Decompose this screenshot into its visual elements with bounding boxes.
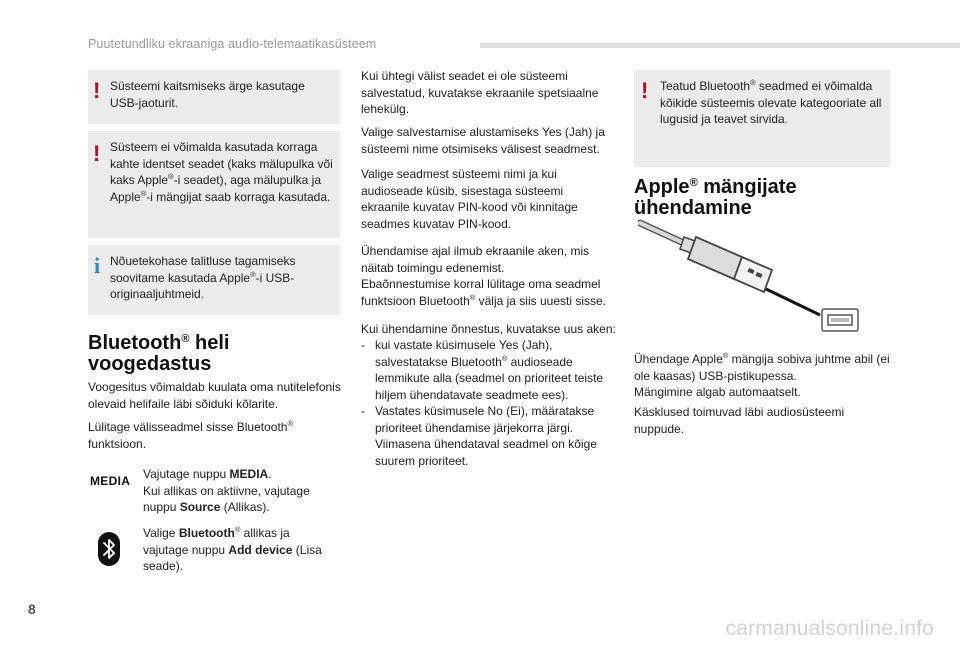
paragraph: Valige salvestamise alustamiseks Yes (Jah) ja süsteemi nime otsimiseks välisest seadmest. [361,125,605,156]
bluetooth-icon [98,532,120,566]
note-text: Nõuetekohase talitluse tagamiseks soovitame kasutada Apple®-i USB-originaaljuhtmeid. [110,254,296,301]
paragraph: Käsklused toimuvad läbi audiosüsteemi nuppude. [634,405,845,436]
paragraph: Voogesitus võimaldab kuulata oma nutitelefonis olevaid helifaile läbi sõiduki kõlarite. [88,380,341,411]
media-instruction: Vajutage nuppu MEDIA. Kui allikas on aktiivne, vajutage nuppu Source (Allikas). [143,467,310,514]
paragraph: Valige seadmest süsteemi nimi ja kui audioseade küsib, sisestaga süsteemi ekraanile kuvatav PIN-kood või kinnitage seadmes kuvatav PIN-kood. [361,167,578,231]
paragraph: Ühendage Apple® mängija sobiva juhtme abil (ei ole kaasas) USB-pistikupessa. Mängimine algab automaatselt. [634,351,890,399]
section-title-apple: Apple® mängijate ühendamine [634,176,797,219]
running-header: Puutetundliku ekraaniga audio-telemaatikasüsteem [88,37,377,51]
bluetooth-instruction: Valige Bluetooth® allikas ja vajutage nuppu Add device (Lisa seade). [143,525,322,573]
header-rule [480,43,960,48]
info-note-original-cables [88,245,340,315]
usb-cable-illustration [638,219,866,337]
paragraph: Ühendamise ajal ilmub ekraanile aken, mis näitab toimingu edenemist. Ebaõnnestumise korral lülitage oma seadmel funktsioon Bluetooth® välja ja siis uuesti sisse. [361,244,606,308]
result-list [361,337,619,469]
paragraph: Kui ühendamine õnnestus, kuvatakse uus aken: [361,322,616,336]
note-text: Süsteem ei võimalda kasutada korraga kahte identset seadet (kaks mälupulka või kaks Apple®-i seadet), aga mälupulka ja Apple®-i mängijat saab korraga kasutada. [110,140,333,204]
warning-note-identical-devices [88,131,340,238]
paragraph: Kui ühtegi välist seadet ei ole süsteemi salvestatud, kuvatakse ekraanile spetsiaalne lehekülg. [361,69,599,116]
media-button-label: MEDIA [90,474,131,488]
note-text: Süsteemi kaitsmiseks ärge kasutage USB-jaoturit. [110,79,305,110]
warning-icon: ! [93,141,101,166]
note-text: Teatud Bluetooth® seadmed ei võimalda kõikide süsteemis olevate kategooriate all lugusid ja teavet sirvida. [660,78,882,126]
warning-icon: ! [641,78,649,103]
paragraph: Lülitage välisseadmel sisse Bluetooth® funktsioon. [88,419,293,451]
info-icon: i [94,253,101,278]
list-item: - Vastates küsimusele No (Ei), määratakse prioriteet ühendamise järjekorra järgi. Viimasena ühendataval seadmel on kõige suurem prioriteet. [361,404,597,468]
warning-note-usb-hub [88,70,340,124]
warning-note-bluetooth-browsing [634,70,890,167]
page-number: 8 [28,601,36,617]
list-item: - kui vastate küsimusele Yes (Jah), salvestatakse Bluetooth® audioseade lemmikute alla (seadmel on prioriteet teiste hiljem ühendatavate seadmete ees). [361,338,604,402]
watermark: carmanualsonline.info [725,617,934,640]
warning-icon: ! [93,78,101,103]
section-title-bluetooth: Bluetooth® heli voogedastus [88,332,230,375]
